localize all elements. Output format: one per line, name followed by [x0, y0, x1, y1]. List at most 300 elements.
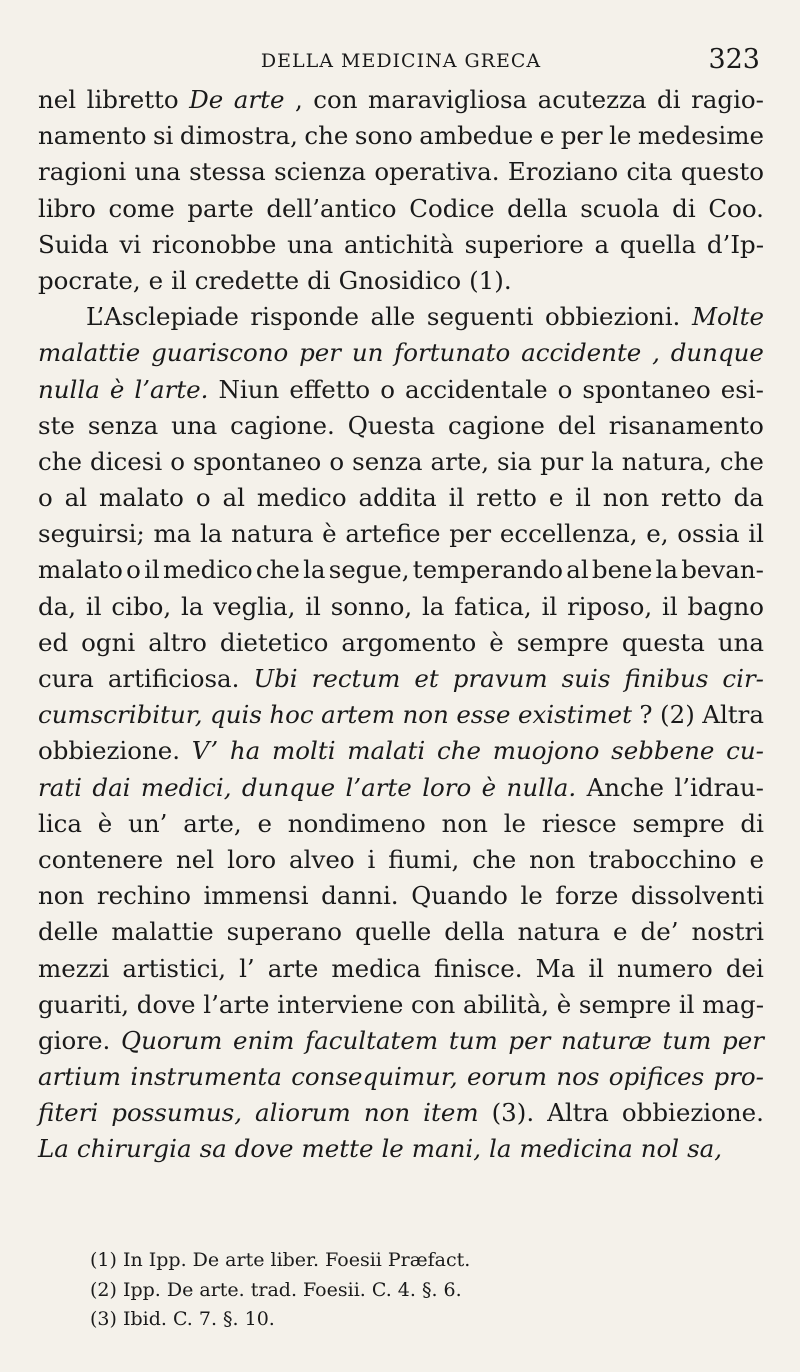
word: rechino	[96, 881, 191, 911]
word: alle	[370, 302, 416, 332]
word: il	[305, 591, 321, 621]
word: danni.	[321, 881, 399, 911]
word: ?	[639, 700, 653, 730]
word: e	[548, 483, 564, 513]
text-line	[38, 1095, 764, 1131]
word: sempre	[516, 627, 609, 657]
word: loro	[422, 772, 472, 802]
word: segue,	[328, 555, 410, 585]
text-line	[38, 987, 764, 1023]
word: l’arte.	[134, 374, 209, 404]
word: per	[560, 121, 603, 151]
word: il	[448, 483, 465, 513]
word: della	[507, 193, 568, 223]
text-line	[38, 878, 764, 914]
word: nel	[176, 844, 215, 874]
word: acutezza	[537, 85, 647, 114]
word: esi-	[720, 374, 764, 404]
word: e	[539, 121, 555, 151]
word: è	[109, 374, 125, 404]
word: cu-	[726, 736, 764, 766]
word: (2)	[660, 700, 695, 730]
word: artificiosa.	[107, 664, 240, 693]
word: artium	[38, 1062, 122, 1092]
word: un	[351, 338, 384, 368]
word: una	[171, 410, 218, 440]
word: Codice	[409, 193, 495, 223]
word: Molte	[691, 302, 764, 332]
text-line	[38, 335, 764, 371]
word: il	[748, 519, 764, 549]
word: namento	[38, 121, 147, 151]
word: veglia,	[213, 591, 296, 621]
word: medesime	[637, 121, 764, 151]
word: un’	[128, 808, 168, 838]
word: per	[299, 338, 342, 368]
word: da,	[38, 591, 77, 621]
word: ossia	[677, 519, 740, 549]
text-line	[38, 263, 764, 299]
word: ragioni	[38, 157, 127, 187]
word: dai	[92, 772, 131, 802]
text-line	[38, 1059, 764, 1095]
word: spontaneo	[582, 374, 711, 404]
word: Gnosidico	[338, 265, 462, 295]
running-head: DELLA MEDICINA GRECA	[260, 50, 542, 72]
word: Anche	[586, 772, 665, 802]
word: Niun	[218, 374, 280, 404]
word: accidentale	[404, 374, 548, 404]
word: mette	[301, 1134, 374, 1164]
word: questa	[621, 627, 705, 657]
word: tum	[662, 1025, 712, 1055]
word: fiteri	[38, 1098, 99, 1128]
text-line	[38, 372, 764, 408]
text-line	[38, 480, 764, 516]
word: ,	[294, 85, 303, 114]
word: delle	[38, 917, 99, 947]
text-line	[38, 770, 764, 806]
word: quelle	[355, 917, 432, 947]
word: di	[307, 265, 331, 295]
word: naturæ	[561, 1025, 652, 1055]
word: le	[520, 881, 543, 911]
word: molti	[272, 736, 336, 766]
word: superano	[226, 917, 343, 947]
word: libretto	[86, 85, 179, 114]
word: medici,	[140, 772, 232, 802]
word: è	[97, 808, 113, 838]
word: Suida	[38, 229, 109, 259]
word: cagione	[447, 410, 545, 440]
word: o	[380, 374, 395, 404]
word: quella	[619, 229, 697, 259]
word: di	[672, 193, 696, 223]
word: bagno	[687, 591, 764, 621]
word: sono	[354, 121, 413, 151]
word: la	[655, 555, 679, 585]
word: alveo	[289, 844, 355, 874]
word: ambedue	[419, 121, 534, 151]
word: cir-	[722, 664, 764, 693]
word: come	[108, 193, 175, 223]
word: dell’antico	[266, 193, 397, 223]
word: artistici,	[122, 953, 227, 983]
word: sempre	[632, 808, 725, 838]
word: sa	[199, 1134, 227, 1164]
word: suis	[561, 664, 611, 693]
footnote: (3) Ibid. C. 7. §. 10.	[90, 1308, 275, 1330]
word: enim	[233, 1025, 295, 1055]
word: esse	[456, 700, 511, 730]
footnotes	[90, 1246, 690, 1335]
text-line	[38, 516, 764, 552]
text-line	[38, 82, 764, 118]
text-line	[38, 842, 764, 878]
word: per	[508, 1025, 551, 1055]
text-line	[38, 1023, 764, 1059]
word: natura	[231, 519, 314, 549]
word: scuola	[580, 193, 660, 223]
text-line	[38, 408, 764, 444]
word: trabocchino	[588, 844, 737, 874]
word: chirurgia	[76, 1134, 192, 1164]
word: senza	[87, 410, 159, 440]
word: aliorum	[255, 1098, 351, 1128]
word: senza	[352, 446, 423, 476]
word: il	[588, 953, 605, 983]
word: guariti,	[38, 989, 130, 1019]
word: eccellenza,	[499, 519, 638, 549]
word: malattie	[111, 917, 214, 947]
word: ed	[38, 627, 69, 657]
word: facultatem	[305, 1025, 439, 1055]
word: al	[566, 555, 589, 585]
word: arte,	[183, 808, 242, 838]
text-line	[38, 1131, 764, 1167]
page-number: 323	[708, 44, 760, 75]
word: operativa.	[374, 157, 500, 187]
text-line	[38, 154, 764, 190]
word: malattie	[38, 338, 141, 368]
word: opifices	[608, 1062, 705, 1092]
word: l’	[239, 953, 255, 983]
word: malato	[38, 555, 123, 585]
word: l’arte	[203, 989, 270, 1019]
word: (3).	[491, 1098, 535, 1128]
word: la	[303, 555, 326, 585]
word: retto	[476, 483, 537, 513]
word: pravum	[452, 664, 548, 693]
word: una	[287, 229, 334, 259]
word: contenere	[38, 844, 164, 874]
word: che	[38, 446, 82, 476]
word: item	[423, 1098, 479, 1128]
word: obbiezione.	[621, 1098, 764, 1128]
word: che	[472, 844, 517, 874]
word: ogni	[81, 627, 136, 657]
word: nulla.	[506, 772, 577, 802]
word: o	[38, 483, 53, 513]
word: è	[556, 989, 572, 1019]
word: a	[594, 229, 610, 259]
text-line	[38, 227, 764, 263]
word: numero	[617, 953, 713, 983]
word: o	[557, 374, 573, 404]
word: Questa	[347, 410, 436, 440]
word: o	[126, 555, 141, 585]
word: addita	[358, 483, 437, 513]
word: riconobbe	[151, 229, 277, 259]
word: si	[152, 121, 174, 151]
word: mag-	[702, 989, 764, 1019]
text-line	[38, 118, 764, 154]
word: ma	[153, 519, 192, 549]
word: e	[257, 808, 272, 838]
word: e,	[646, 519, 669, 549]
word: malati	[347, 736, 426, 766]
text-line	[38, 697, 764, 733]
word: accidente	[521, 338, 642, 368]
word: malato	[99, 483, 184, 513]
word: Ubi	[253, 664, 298, 693]
word: la	[199, 519, 223, 549]
word: muojono	[492, 736, 600, 766]
word: dimostra,	[179, 121, 298, 151]
page-header	[38, 44, 764, 84]
word: obbiezioni.	[545, 302, 681, 332]
word: tum	[448, 1025, 498, 1055]
word: è	[322, 519, 337, 549]
text-line	[38, 552, 764, 588]
word: forze	[555, 881, 619, 911]
word: il	[541, 591, 558, 621]
word: della	[444, 917, 505, 947]
word: del	[557, 410, 596, 440]
word: nondimeno	[287, 808, 426, 838]
word: scienza	[274, 157, 367, 187]
word: al	[64, 483, 88, 513]
word: artem	[321, 700, 396, 730]
word: pro-	[713, 1062, 764, 1092]
word: Ma	[535, 953, 576, 983]
word: immensi	[203, 881, 309, 911]
word: non	[602, 483, 650, 513]
word: superiore	[464, 229, 584, 259]
word: dove	[234, 1134, 294, 1164]
word: e	[749, 844, 764, 874]
body-text	[38, 82, 764, 1168]
text-line	[38, 733, 764, 769]
word: rati	[38, 772, 82, 802]
word: dicesi	[90, 446, 163, 476]
word: o	[195, 483, 211, 513]
text-line	[38, 444, 764, 480]
word: rectum	[311, 664, 401, 693]
word: cibo,	[111, 591, 172, 621]
word: non	[402, 700, 449, 730]
word: per	[449, 519, 492, 549]
word: effetto	[289, 374, 371, 404]
word: dunque	[241, 772, 336, 802]
word: nostri	[691, 917, 764, 947]
word: sa,	[687, 1134, 723, 1164]
word: una	[134, 157, 181, 187]
word: retto	[661, 483, 722, 513]
word: ragio-	[691, 85, 764, 114]
word: i	[367, 844, 376, 874]
word: Altra	[702, 700, 764, 730]
word: le	[503, 808, 527, 838]
word: la	[591, 446, 614, 476]
word: cura	[38, 664, 94, 693]
word: instrumenta	[130, 1062, 282, 1092]
word: finibus	[624, 664, 709, 693]
word: al	[222, 483, 245, 513]
word: seguenti	[426, 302, 534, 332]
word: fatica,	[454, 591, 532, 621]
word: V’	[191, 736, 219, 766]
word: cumscribitur,	[38, 700, 203, 730]
text-line	[38, 589, 764, 625]
word: finisce.	[434, 953, 523, 983]
word: obbiezione.	[38, 736, 181, 766]
word: abilità,	[463, 989, 550, 1019]
word: di	[740, 808, 764, 838]
word: arte	[233, 85, 285, 114]
word: lica	[38, 808, 82, 838]
word: che	[304, 121, 349, 151]
word: De	[189, 85, 224, 114]
word: arte	[267, 953, 319, 983]
word: riesce	[541, 808, 617, 838]
word: il	[661, 591, 678, 621]
text-line	[38, 625, 764, 661]
word: cita	[626, 157, 673, 187]
word: e	[613, 917, 628, 947]
word: quis	[210, 700, 262, 730]
word: fortunato	[394, 338, 511, 368]
word: vi	[119, 229, 142, 259]
word: Coo.	[708, 193, 764, 223]
word: una	[717, 627, 764, 657]
word: dunque	[670, 338, 764, 368]
word: (1).	[469, 265, 512, 295]
word: giore.	[38, 1025, 111, 1055]
word: risponde	[250, 302, 359, 332]
word: con	[411, 989, 456, 1019]
word: di	[657, 85, 681, 114]
word: possumus,	[111, 1098, 242, 1128]
word: il	[144, 555, 160, 585]
word: la	[181, 591, 204, 621]
word: ,	[652, 338, 660, 368]
word: guariscono	[151, 338, 289, 368]
word: o	[329, 446, 345, 476]
word: non	[529, 844, 576, 874]
word: medicina	[519, 1134, 633, 1164]
word: bevan-	[681, 555, 764, 585]
word: non	[363, 1098, 411, 1128]
word: et	[414, 664, 439, 693]
word: sia	[497, 446, 533, 476]
word: o	[170, 446, 185, 476]
word: temperando	[412, 555, 564, 585]
word: interviene	[277, 989, 404, 1019]
word: pur	[540, 446, 584, 476]
word: ha	[229, 736, 261, 766]
word: questo	[680, 157, 764, 187]
word: nol	[640, 1134, 680, 1164]
word: sempre	[578, 989, 672, 1019]
word: per	[722, 1025, 764, 1055]
word: existimet	[517, 700, 632, 730]
word: consequimur,	[291, 1062, 458, 1092]
text-line	[38, 191, 764, 227]
word: loro	[227, 844, 277, 874]
word: è	[489, 627, 504, 657]
word: natura	[517, 917, 601, 947]
word: dei	[725, 953, 764, 983]
footnote: (2) Ipp. De arte. trad. Foesii. C. 4. §. 6.	[90, 1278, 462, 1301]
word: arte,	[430, 446, 489, 476]
word: artefice	[345, 519, 441, 549]
word: eorum	[467, 1062, 547, 1092]
word: le	[381, 1134, 404, 1164]
word: è	[481, 772, 497, 802]
word: che	[437, 736, 482, 766]
word: nel	[38, 85, 77, 114]
word: hoc	[269, 700, 314, 730]
word: non	[441, 808, 488, 838]
word: spontaneo	[193, 446, 322, 476]
text-line	[38, 951, 764, 987]
word: ste	[38, 410, 75, 440]
word: da	[733, 483, 764, 513]
word: sonno,	[330, 591, 413, 621]
word: mani,	[411, 1134, 482, 1164]
word: le	[609, 121, 632, 151]
word: l’arte	[345, 772, 412, 802]
word: pocrate,	[38, 265, 141, 295]
word: Altra	[547, 1098, 609, 1128]
word: stessa	[189, 157, 266, 187]
text-line	[38, 806, 764, 842]
word: risanamento	[608, 410, 764, 440]
word: e	[148, 265, 164, 295]
word: la	[489, 1134, 512, 1164]
word: sebbene	[611, 736, 715, 766]
word: dove	[136, 989, 196, 1019]
word: medico	[162, 555, 253, 585]
word: natura,	[621, 446, 712, 476]
word: cagione.	[230, 410, 335, 440]
word: La	[38, 1134, 69, 1164]
word: Quando	[411, 881, 508, 911]
word: che	[719, 446, 764, 476]
text-line	[38, 661, 764, 697]
word: che	[255, 555, 300, 585]
word: non	[38, 881, 85, 911]
word: il	[575, 483, 591, 513]
text-line	[38, 299, 764, 335]
word: la	[421, 591, 445, 621]
word: dissolventi	[630, 881, 764, 911]
word: il	[171, 265, 187, 295]
word: bene	[591, 555, 653, 585]
word: de’	[640, 917, 679, 947]
word: il	[85, 591, 102, 621]
